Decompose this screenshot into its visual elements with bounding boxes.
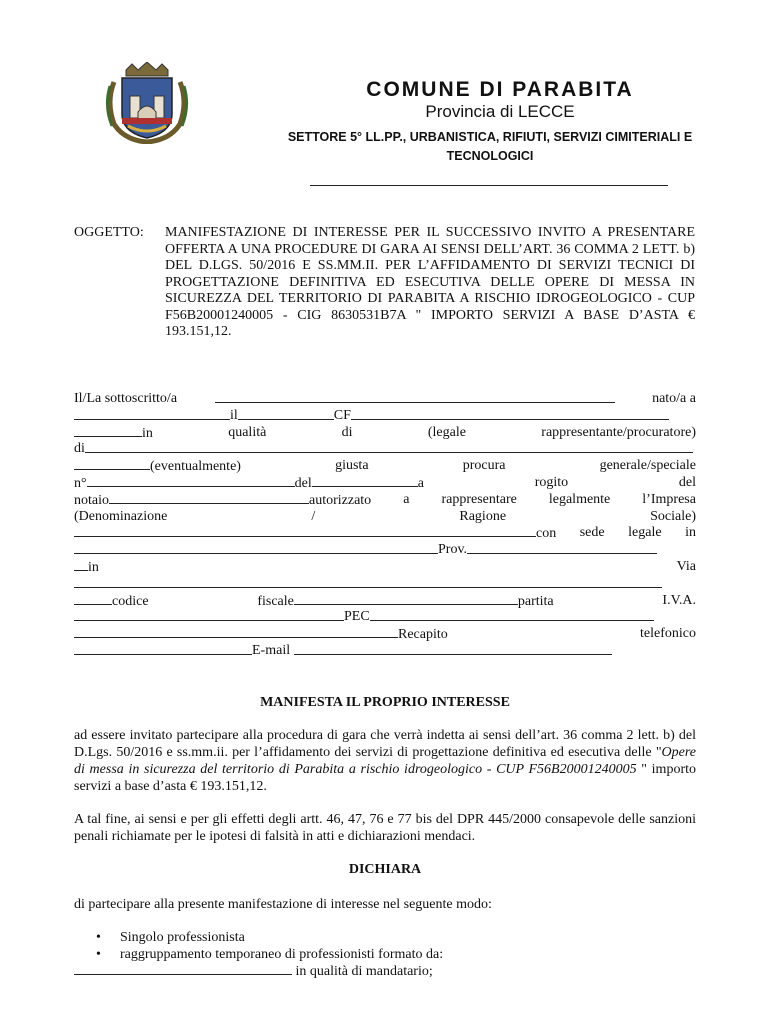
- notary-field[interactable]: [109, 492, 309, 504]
- form-line-2: [74, 408, 696, 425]
- form-line-11: [74, 559, 696, 576]
- form-line-12: [74, 576, 696, 593]
- label-in-3: in: [88, 559, 99, 575]
- label-codice: codice: [112, 593, 149, 609]
- project-title-italic: Opere di messa in sicurezza del territorio di Parabita a rischio idrogeologico - CUP F56B20001240005: [74, 745, 696, 777]
- label-in: in: [142, 425, 153, 441]
- province-field[interactable]: [467, 542, 657, 554]
- tax-code-field[interactable]: [351, 408, 669, 420]
- label-legalmente: legalmente: [548, 491, 611, 507]
- birthplace-field[interactable]: [74, 408, 230, 420]
- email-field[interactable]: [294, 643, 612, 655]
- city-field[interactable]: [74, 559, 88, 571]
- form-line-4: [74, 441, 696, 458]
- bullet-icon: •: [96, 930, 101, 945]
- subject-label: OGGETTO:: [74, 225, 144, 240]
- label-via: Via: [676, 558, 696, 574]
- form-line-5: [74, 458, 696, 475]
- label-di-2: di: [74, 441, 85, 457]
- label-email: E-mail: [252, 642, 291, 658]
- label-il: il: [230, 407, 238, 423]
- form-line-3: [74, 425, 696, 442]
- label-prov: Prov.: [438, 542, 468, 558]
- label-nato: nato/a a: [652, 391, 696, 406]
- form-line-1: [74, 391, 696, 408]
- mandatary-line: in qualità di mandatario;: [74, 963, 433, 981]
- sector-heading: [250, 128, 730, 166]
- company-tax-code-field[interactable]: [294, 593, 518, 605]
- participation-intro: di partecipare alla presente manifestazione di interesse nel seguente modo:: [74, 897, 492, 912]
- label-del-2: del: [678, 474, 696, 490]
- mandatary-field[interactable]: [74, 963, 292, 975]
- label-del: del: [294, 475, 312, 491]
- street-field[interactable]: [74, 576, 662, 588]
- form-line-15: [74, 626, 696, 643]
- form-line-16: [74, 643, 696, 660]
- phone-field[interactable]: [74, 643, 252, 655]
- label-denominazione: (Denominazione: [74, 508, 168, 524]
- label-sede: sede: [579, 525, 605, 541]
- municipality-title: COMUNE DI PARABITA: [366, 78, 634, 101]
- label-slash: /: [311, 508, 316, 524]
- name-field[interactable]: [215, 391, 615, 403]
- label-di: di: [341, 424, 353, 440]
- label-recapito: Recapito: [398, 627, 448, 643]
- interest-paragraph: ad essere invitato partecipare alla procedura di gara che verrà indetta ai sensi dell’art. 36 comma 2 lett. b) del D.Lgs. 50/2016 e ss.mm.ii. per l’affidamento dei servizi di progettazione definitiva ed esecutiva delle "Opere di messa in sicurezza del territorio di Parabita a rischio idrogeologico - CUP F56B20001240005 " importo servizi a base d’asta € 193.151,12.: [74, 728, 696, 794]
- label-n: n°: [74, 475, 87, 491]
- form-line-7: [74, 492, 696, 509]
- proxy-number-field[interactable]: [87, 475, 295, 487]
- proxy-date-field[interactable]: [312, 475, 418, 487]
- bullet-icon: •: [96, 947, 101, 962]
- label-legale: (legale: [427, 424, 466, 440]
- pec-continued-field[interactable]: [74, 626, 398, 638]
- form-line-6: [74, 475, 696, 492]
- label-eventualmente: (eventualmente): [150, 459, 241, 475]
- form-line-10: [74, 542, 696, 559]
- declarant-form: [74, 391, 696, 660]
- label-legale-2: legale: [628, 525, 662, 541]
- label-ragione: Ragione: [459, 508, 507, 524]
- vat-number-field[interactable]: [74, 609, 344, 621]
- label-sociale: Sociale): [650, 508, 696, 524]
- form-line-14: [74, 609, 696, 626]
- section-heading-dichiara: DICHIARA: [348, 862, 422, 877]
- role-field[interactable]: [74, 425, 142, 437]
- label-giusta: giusta: [335, 458, 369, 474]
- optional-field[interactable]: [74, 458, 150, 470]
- pec-field[interactable]: [370, 609, 654, 621]
- label-con: con: [536, 526, 557, 542]
- label-generale: generale/speciale: [599, 458, 696, 474]
- province-subtitle: Provincia di LECCE: [425, 102, 575, 121]
- declaration-paragraph: A tal fine, ai sensi e per gli effetti degli artt. 46, 47, 76 e 77 bis del DPR 445/2000 consapevole delle sanzioni penali richiamate per le ipotesi di falsità in atti e dichiarazioni mendaci.: [74, 812, 696, 844]
- company-of-field[interactable]: [85, 441, 693, 453]
- label-rappresentare: rappresentare: [441, 491, 517, 507]
- option-temporary-grouping: • raggruppamento temporaneo di professionisti formato da:: [96, 947, 444, 962]
- label-a-2: a: [403, 491, 410, 507]
- label-notaio: notaio: [74, 492, 109, 508]
- form-line-9: [74, 525, 696, 542]
- label-a: a: [417, 475, 424, 491]
- street-number-field[interactable]: [74, 593, 112, 605]
- option-single-professional: • Singolo professionista: [96, 930, 245, 945]
- birthdate-field[interactable]: [238, 408, 334, 420]
- label-partita: partita: [517, 593, 554, 609]
- sector-line-1: SETTORE 5° LL.PP., URBANISTICA, RIFIUTI, SERVIZI CIMITERIALI E: [287, 130, 693, 144]
- label-autorizzato: autorizzato: [309, 492, 372, 508]
- company-name-field[interactable]: [74, 525, 536, 537]
- label-procura: procura: [462, 458, 506, 474]
- label-fiscale: fiscale: [257, 593, 294, 609]
- label-rogito: rogito: [534, 474, 569, 490]
- label-pec: PEC: [344, 609, 370, 625]
- municipal-coat-of-arms-logo: [104, 62, 190, 144]
- form-line-13: [74, 593, 696, 610]
- header-divider: [310, 185, 668, 186]
- label-qualita: qualità: [228, 424, 267, 440]
- label-sottoscritto: Il/La sottoscritto/a: [74, 391, 178, 406]
- label-in-2: in: [685, 525, 696, 541]
- section-heading-manifesta: MANIFESTA IL PROPRIO INTERESSE: [260, 695, 510, 710]
- label-iva: I.V.A.: [662, 592, 696, 608]
- label-rappresentante: rappresentante/procuratore): [541, 424, 696, 440]
- subject-text: MANIFESTAZIONE DI INTERESSE PER IL SUCCESSIVO INVITO A PRESENTARE OFFERTA A UNA PROCEDURE DI GARA AI SENSI DELL’ART. 36 COMMA 2 LETT. b) DEL D.LGS. 50/2016 E SS.MM.II. PER L’AFFIDAMENTO DI SERVIZI TECNICI DI PROGETTAZIONE DEFINITIVA ED ESECUTIVA DELLE OPERE DI MESSA IN SICUREZZA DEL TERRITORIO DI PARABITA A RISCHIO IDROGEOLOGICO - CUP F56B20001240005 - CIG 8630531B7A " IMPORTO SERVIZI A BASE D’ASTA € 193.151,12.: [165, 225, 695, 339]
- label-telefonico: telefonico: [640, 626, 696, 642]
- form-line-8: [74, 509, 696, 526]
- sector-line-2: TECNOLOGICI: [446, 149, 534, 163]
- label-cf: CF: [333, 407, 351, 423]
- label-impresa: l’Impresa: [642, 491, 696, 507]
- registered-office-field[interactable]: [74, 542, 438, 554]
